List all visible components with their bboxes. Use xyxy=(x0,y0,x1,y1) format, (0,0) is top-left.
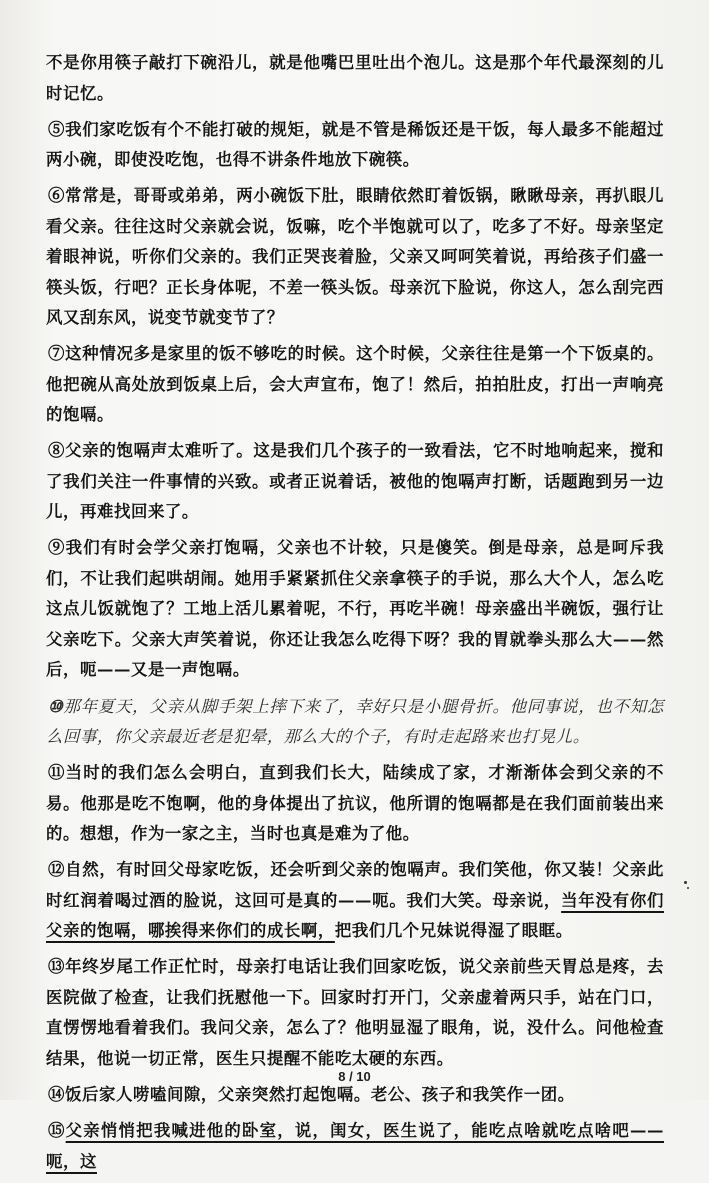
paragraph-10 xyxy=(46,692,664,753)
paragraph-number: ⑧ xyxy=(48,441,66,461)
paragraph-text-end: 把我们几个兄妹说得湿了眼眶。 xyxy=(334,921,573,941)
paragraph-text: 我们家吃饭有个不能打破的规矩，就是不管是稀饭还是干饭，每人最多不能超过两小碗，即使没吃饱，也得不讲条件地放下碗筷。 xyxy=(46,119,664,170)
paragraph-text: 父亲的饱嗝声太难听了。这是我们几个孩子的一致看法，它不时地响起来，搅和了我们关注一件事情的兴致。或者正说着话，被他的饱嗝声打断，话题跑到另一边儿，再难找回来了。 xyxy=(46,441,664,522)
paragraph-number: ⑫ xyxy=(48,860,66,880)
paragraph-number: ⑤ xyxy=(48,119,66,139)
paragraph-number: ⑦ xyxy=(48,344,66,364)
paragraph-text: 这种情况多是家里的饭不够吃的时候。这个时候，父亲往往是第一个下饭桌的。他把碗从高处放到饭桌上后，会大声宣布，饱了！然后，拍拍肚皮，打出一声响亮的饱嗝。 xyxy=(46,344,664,425)
paragraph-6 xyxy=(46,181,664,334)
reading-passage xyxy=(46,48,664,1183)
paragraph-number: ⑭ xyxy=(48,1084,65,1104)
scan-speck xyxy=(687,887,689,889)
underlined-sentence: 父亲悄悄把我喊进他的卧室，说，闺女，医生说了，能吃点啥就吃点啥吧——呃，这 xyxy=(46,1121,664,1171)
scan-speck xyxy=(684,881,687,884)
paragraph-text: 当时的我们怎么会明白，直到我们长大，陆续成了家，才渐渐体会到父亲的不易。他那是吃不饱啊，他的身体提出了抗议，他所谓的饱嗝都是在我们面前装出来的。想想，作为一家之主，当时也真是难为了他。 xyxy=(46,763,664,844)
paragraph-number: ⑪ xyxy=(48,763,66,783)
paragraph-9 xyxy=(46,533,664,686)
paragraph-11 xyxy=(46,758,664,850)
paragraph-text: 常常是，哥哥或弟弟，两小碗饭下肚，眼睛依然盯着饭锅，瞅瞅母亲，再扒眼儿看父亲。往往这时父亲就会说，饭嘛，吃个半饱就可以了，吃多了不好。母亲坚定着眼神说，听你们父亲的。我们正哭丧着脸，父亲又呵呵笑着说，再给孩子们盛一筷头饭，行吧？正长身体呢，不差一筷头饭。母亲沉下脸说，你这人，怎么刮完西风又刮东风，说变节就变节了？ xyxy=(46,186,664,328)
paragraph-number: ⑩ xyxy=(48,696,64,716)
paragraph-0 xyxy=(46,48,664,109)
paragraph-number: ⑥ xyxy=(48,186,66,206)
paragraph-text: 不是你用筷子敲打下碗沿儿，就是他嘴巴里吐出个泡儿。这是那个年代最深刻的儿时记忆。 xyxy=(46,53,664,103)
paragraph-13 xyxy=(46,952,664,1074)
paragraph-7 xyxy=(46,339,664,431)
underlined-sentence: 当年没有你们父亲的饱嗝，哪挨得来你们的成长啊， xyxy=(46,890,664,941)
paragraph-number: ⑨ xyxy=(48,538,66,558)
paragraph-text: 我们有时会学父亲打饱嗝，父亲也不计较，只是傻笑。倒是母亲，总是呵斥我们，不让我们起哄胡闹。她用手紧紧抓住父亲拿筷子的手说，那么大个人，怎么吃这点儿饭就饱了？工地上活儿累着呢，不行，再吃半碗！母亲盛出半碗饭，强行让父亲吃下。父亲大声笑着说，你还让我怎么吃得下呀？我的胃就拳头那么大——然后，呃——又是一声饱嗝。 xyxy=(46,538,664,680)
page-number: 8 / 10 xyxy=(338,1069,371,1084)
paragraph-text: 饭后家人唠嗑间隙，父亲突然打起饱嗝。老公、孩子和我笑作一团。 xyxy=(65,1084,575,1104)
paragraph-number: ⑬ xyxy=(48,957,66,977)
paragraph-12 xyxy=(46,855,664,947)
paragraph-8 xyxy=(46,436,664,528)
paragraph-number: ⑮ xyxy=(48,1121,66,1141)
paragraph-15 xyxy=(46,1116,664,1177)
paragraph-5 xyxy=(46,115,664,176)
paragraph-text: 自然，有时回父母家吃饭，还会听到父亲的饱嗝声。我们笑他，你又装！父亲此时红润着喝过酒的脸说，这回可是真的——呃。我们大笑。母亲说， xyxy=(46,860,664,910)
paragraph-14 xyxy=(46,1080,664,1111)
paragraph-text: 年终岁尾工作正忙时，母亲打电话让我们回家吃饭，说父亲前些天胃总是疼，去医院做了检查，让我们抚慰他一下。回家时打开门，父亲虚着两只手，站在门口，直愣愣地看着我们。我问父亲，怎么了？他明显湿了眼角，说，没什么。问他检查结果，他说一切正常，医生只提醒不能吃太硬的东西。 xyxy=(46,957,664,1068)
paragraph-text: 那年夏天，父亲从脚手架上摔下来了，幸好只是小腿骨折。他同事说，也不知怎么回事，你父亲最近老是犯晕，那么大的个子，有时走起路来也打晃儿。 xyxy=(46,696,664,747)
